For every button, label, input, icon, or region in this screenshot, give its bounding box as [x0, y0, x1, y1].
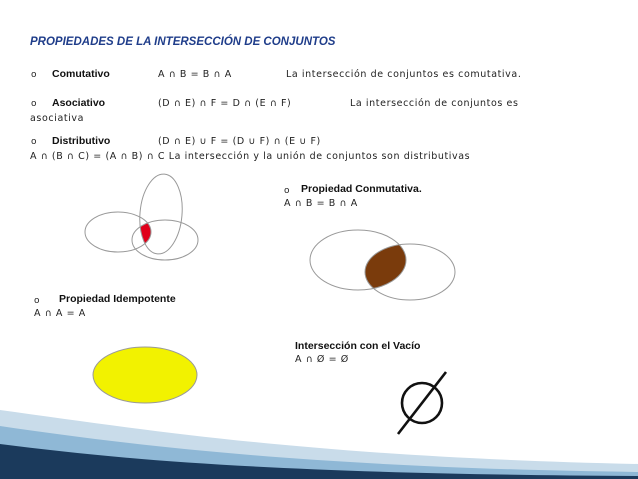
row-formula-asociativo: (D ∩ E) ∩ F = D ∩ (E ∩ F): [158, 98, 292, 109]
bullet-marker: o: [34, 296, 40, 306]
empty-intersection-label: Intersección con el Vacío: [295, 340, 421, 352]
decorative-bottom-band: [0, 402, 638, 479]
bullet-marker: o: [31, 137, 37, 147]
row-formula-comutativo: A ∩ B = B ∩ A: [158, 69, 232, 80]
idempotent-property-label: Propiedad Idempotente: [59, 293, 176, 305]
commutative-property-label: Propiedad Conmutativa.: [301, 183, 422, 195]
row-description-comutativo: La intersección de conjuntos es comutativa.: [286, 69, 522, 80]
page-title: PROPIEDADES DE LA INTERSECCIÓN DE CONJUNTOS: [30, 36, 336, 48]
bullet-marker: o: [284, 186, 290, 196]
row-formula-distributivo: (D ∩ E) ∪ F = (D ∪ F) ∩ (E ∪ F): [158, 136, 321, 147]
bullet-marker: o: [31, 70, 37, 80]
row-description-asociativo-cont: asociativa: [30, 113, 85, 124]
commutative-property-formula: A ∩ B = B ∩ A: [284, 198, 358, 209]
bullet-marker: o: [31, 99, 37, 109]
empty-intersection-formula: A ∩ Ø = Ø: [295, 354, 349, 365]
row-description-distributivo: A ∩ (B ∩ C) = (A ∩ B) ∩ C La intersección y la unión de conjuntos son distributivas: [30, 151, 471, 162]
set-b-ellipse: [137, 172, 186, 255]
row-description-asociativo: La intersección de conjuntos es: [350, 98, 519, 109]
three-set-venn-diagram: [80, 180, 200, 270]
yellow-set-ellipse: [93, 347, 197, 403]
row-name-comutativo: Comutativo: [52, 68, 110, 80]
set-c-ellipse: [132, 220, 198, 260]
row-name-distributivo: Distributivo: [52, 135, 111, 147]
idempotent-set-diagram: [90, 345, 200, 405]
commutative-venn-diagram: [308, 225, 468, 315]
idempotent-property-formula: A ∩ A = A: [34, 308, 86, 319]
row-name-asociativo: Asociativo: [52, 97, 106, 109]
